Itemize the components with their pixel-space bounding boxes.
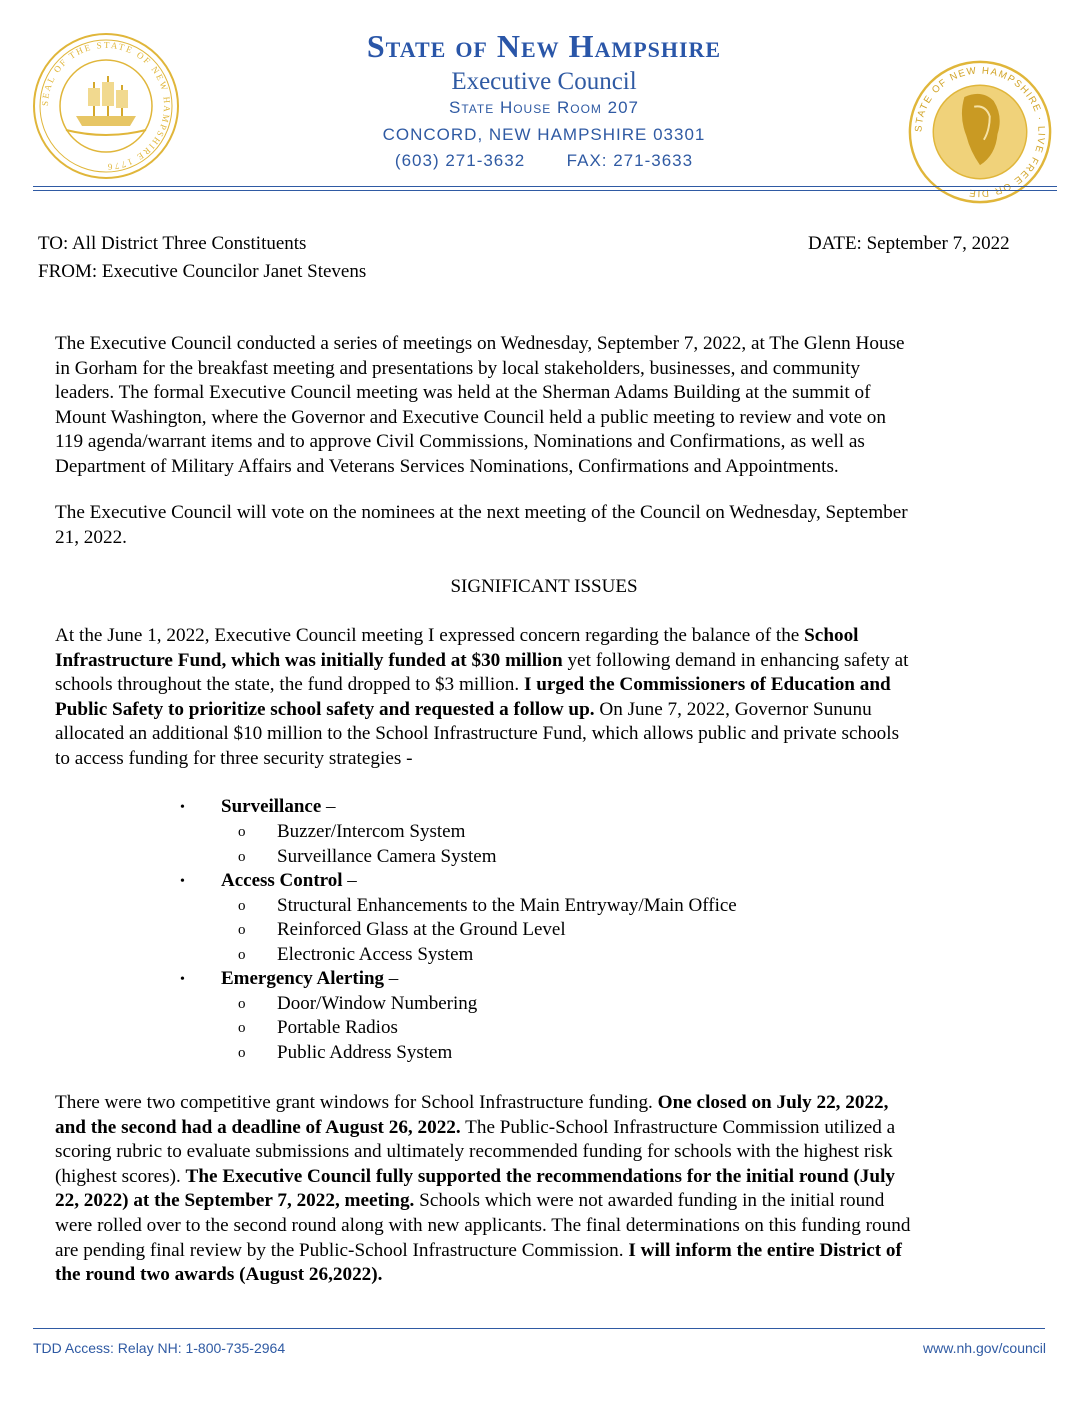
memo-date: DATE: September 7, 2022	[808, 233, 1010, 254]
grant-bold-text: The Executive Council fully supported the recommendations for the initial round (July	[185, 1165, 895, 1187]
strategy-item: Electronic Access System	[277, 944, 474, 965]
nominees-paragraph	[55, 501, 1025, 550]
letterhead-phone: (603) 271-3632	[394, 151, 526, 170]
grant-text: The Public-School Infrastructure Commission utilized a	[460, 1116, 896, 1138]
nominees-line: The Executive Council will vote on the nominees at the next meeting of the Council on Wednesday, September	[55, 502, 908, 523]
sub-bullet-glyph: o	[238, 922, 246, 938]
strategy-item: Reinforced Glass at the Ground Level	[277, 919, 566, 940]
fund-bold-text: Public Safety to prioritize school safety and requested a follow up.	[55, 698, 595, 720]
letterhead-city: CONCORD, NEW HAMPSHIRE 03301	[382, 125, 706, 144]
fund-bold-text: Infrastructure Fund, which was initially funded at $30 million	[55, 649, 563, 671]
intro-line: 119 agenda/warrant items and to approve Civil Commissions, Nominations and Confirmations, as well as	[55, 431, 865, 453]
grant-text: (highest scores).	[55, 1165, 186, 1187]
nominees-line: 21, 2022.	[55, 526, 127, 548]
letterhead-subtitle: Executive Council	[451, 68, 637, 95]
strategy-heading	[221, 967, 398, 991]
grant-paragraph	[55, 1091, 1025, 1288]
grant-text: Schools which were not awarded funding in the initial round	[414, 1190, 885, 1212]
footer-rule	[33, 1328, 1045, 1329]
grant-text: are pending final review by the Public-School Infrastructure Commission.	[55, 1239, 629, 1261]
strategy-item: Structural Enhancements to the Main Entryway/Main Office	[277, 895, 737, 916]
strategy-item: Public Address System	[277, 1042, 453, 1063]
intro-paragraph	[55, 332, 1025, 480]
fund-text: to access funding for three security strategies -	[55, 747, 413, 769]
grant-text: were rolled over to the second round along with new applicants. The final determinations on this funding round	[55, 1214, 911, 1236]
section-heading: SIGNIFICANT ISSUES	[450, 576, 638, 597]
bullet-glyph: •	[180, 874, 185, 889]
grant-text: There were two competitive grant windows for School Infrastructure funding.	[55, 1092, 658, 1113]
strategy-name: Emergency Alerting	[221, 968, 385, 989]
strategy-name: Surveillance	[221, 796, 322, 817]
grant-bold-text: 22, 2022) at the September 7, 2022, meeting.	[55, 1190, 415, 1212]
strategy-item: Surveillance Camera System	[277, 846, 497, 867]
footer-tdd: TDD Access: Relay NH: 1-800-735-2964	[33, 1340, 286, 1356]
strategy-dash: –	[321, 796, 336, 817]
fund-paragraph	[55, 624, 1025, 772]
strategy-item: Portable Radios	[277, 1017, 398, 1038]
sub-bullet-glyph: o	[238, 824, 246, 840]
svg-text:STATE OF NEW HAMPSHIRE · LIVE: STATE OF NEW HAMPSHIRE · LIVE FREE OR DIE	[913, 65, 1047, 199]
sub-bullet-glyph: o	[238, 996, 246, 1012]
memo-from: FROM: Executive Councilor Janet Stevens	[38, 261, 367, 282]
fund-text: On June 7, 2022, Governor Sununu	[594, 698, 872, 720]
strategy-name: Access Control	[221, 870, 343, 891]
grant-text: scoring rubric to evaluate submissions and ultimately recommended funding for schools with the highest risk	[55, 1141, 893, 1163]
strategy-dash: –	[342, 870, 357, 891]
svg-text:SEAL OF THE STATE OF NEW HAMPS: SEAL OF THE STATE OF NEW HAMPSHIRE 1776	[39, 39, 173, 173]
bullet-glyph: •	[180, 972, 185, 987]
letterhead-room: State House Room 207	[449, 98, 639, 117]
grant-bold-text: the round two awards (August 26,2022).	[55, 1264, 383, 1286]
letterhead-fax: FAX: 271-3633	[566, 151, 694, 170]
sub-bullet-glyph: o	[238, 1020, 246, 1036]
grant-bold-text: and the second had a deadline of August 26, 2022.	[55, 1116, 461, 1138]
memo-to: TO: All District Three Constituents	[38, 233, 307, 254]
strategy-dash: –	[384, 968, 399, 989]
strategy-heading	[221, 869, 357, 893]
letterhead-contact	[0, 151, 1088, 171]
grant-bold-text: One closed on July 22, 2022,	[657, 1092, 889, 1113]
intro-line: leaders. The formal Executive Council meeting was held at the Sherman Adams Building at the summit of	[55, 382, 871, 404]
intro-line: Mount Washington, where the Governor and Executive Council held a public meeting to review and vote on	[55, 406, 886, 428]
header-rule-top	[33, 186, 1057, 187]
sub-bullet-glyph: o	[238, 849, 246, 865]
intro-line: Department of Military Affairs and Veterans Services Nominations, Confirmations and Appointments.	[55, 455, 839, 477]
fund-text: yet following demand in enhancing safety at	[562, 649, 909, 671]
strategy-heading	[221, 795, 336, 819]
fund-text: allocated an additional $10 million to the School Infrastructure Fund, which allows public and private schools	[55, 723, 900, 745]
grant-bold-text: I will inform the entire District of	[628, 1239, 902, 1261]
fund-bold-text: School	[804, 625, 859, 646]
footer-website-link[interactable]: www.nh.gov/council	[923, 1340, 1046, 1356]
bullet-glyph: •	[180, 800, 185, 815]
fund-text: At the June 1, 2022, Executive Council meeting I expressed concern regarding the balance of the	[55, 625, 805, 646]
intro-line: in Gorham for the breakfast meeting and presentations by local stakeholders, businesses, and community	[55, 357, 861, 379]
sub-bullet-glyph: o	[238, 1045, 246, 1061]
fund-bold-text: I urged the Commissioners of Education and	[523, 674, 891, 696]
sub-bullet-glyph: o	[238, 898, 246, 914]
intro-line: The Executive Council conducted a series of meetings on Wednesday, September 7, 2022, at The Glenn House	[55, 333, 905, 354]
strategy-item: Buzzer/Intercom System	[277, 821, 466, 842]
sub-bullet-glyph: o	[238, 947, 246, 963]
strategy-item: Door/Window Numbering	[277, 993, 478, 1014]
fund-text: schools throughout the state, the fund dropped to $3 million.	[55, 674, 524, 696]
header-rule-bottom	[33, 190, 1057, 191]
letterhead-title: State of New Hampshire	[366, 28, 722, 64]
